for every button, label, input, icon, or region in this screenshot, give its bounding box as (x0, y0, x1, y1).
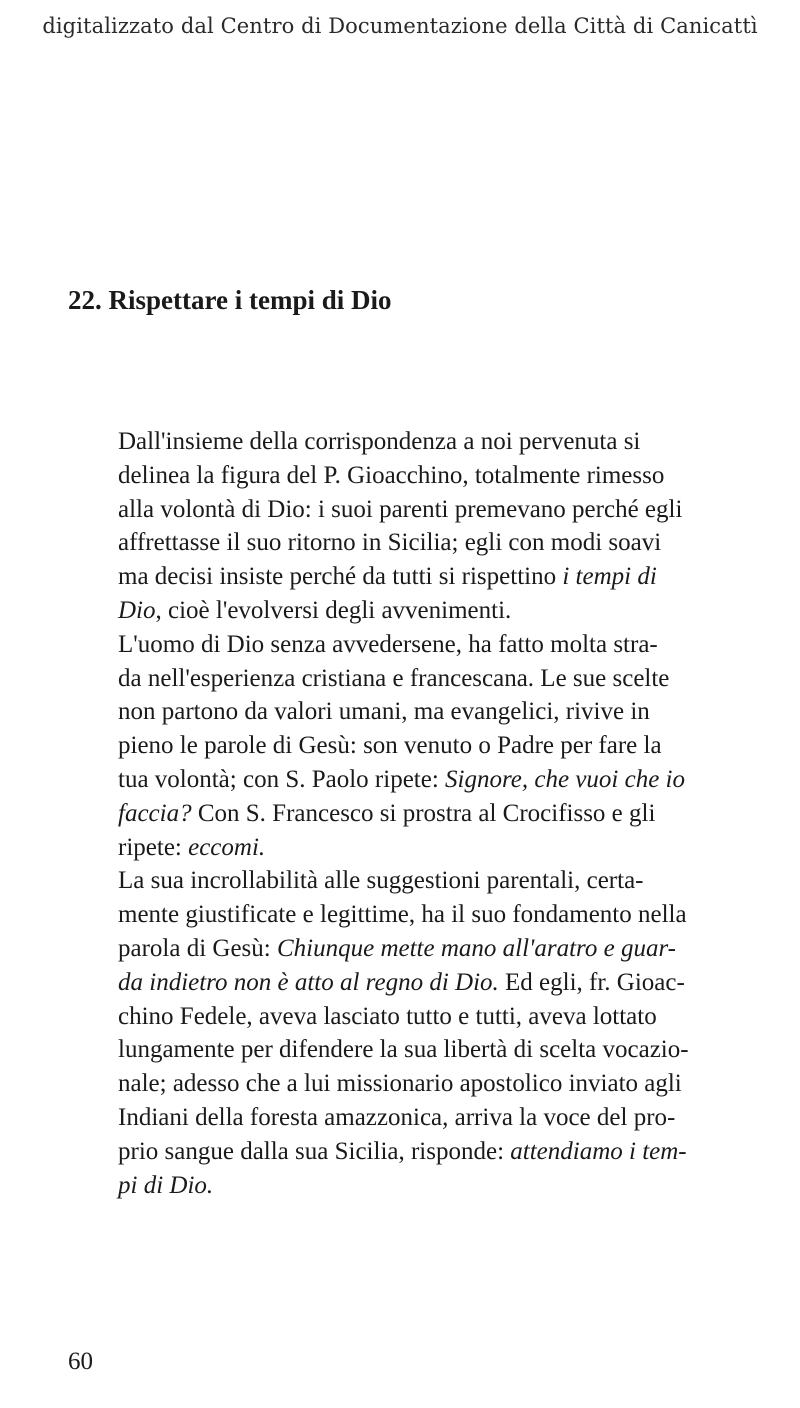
text-line: L'uomo di Dio senza avvedersene, ha fatto molta stra- (118, 630, 658, 658)
paragraph-3 (68, 864, 736, 1202)
italic-phrase: eccomi. (188, 833, 266, 861)
text-line (68, 797, 736, 831)
text-run: ma decisi insiste perché da tutti si rispettino (118, 563, 557, 591)
italic-phrase: faccia? (118, 799, 192, 827)
paragraph-1 (68, 425, 736, 628)
watermark-header: digitalizzato dal Centro di Documentazione della Città di Canicattì (42, 14, 758, 38)
text-run: Ed egli, fr. Gioac- (505, 968, 685, 996)
italic-phrase: Dio (118, 596, 156, 624)
text-line: delinea la figura del P. Gioacchino, totalmente rimesso (118, 461, 665, 489)
text-run: prio sangue dalla sua Sicilia, risponde: (118, 1137, 505, 1165)
chapter-title: 22. Rispettare i tempi di Dio (68, 285, 392, 315)
text-line: chino Fedele, aveva lasciato tutto e tutti, aveva lottato (118, 1002, 657, 1030)
text-line: alla volontà di Dio: i suoi parenti premevano perché egli (118, 495, 683, 523)
italic-phrase: Chiunque mette mano all'aratro e guar- (276, 934, 677, 962)
italic-phrase: i tempi di (562, 563, 657, 591)
text-line: La sua incrollabilità alle suggestioni parentali, certa- (118, 867, 644, 895)
text-line (68, 1169, 736, 1203)
italic-phrase: Signore, che vuoi che io (445, 765, 685, 793)
paragraph-2 (68, 628, 736, 865)
text-line (68, 763, 736, 797)
text-line: mente giustificate e legittime, ha il suo fondamento nella (118, 901, 687, 929)
text-line: da nell'esperienza cristiana e francescana. Le sue scelte (118, 664, 670, 692)
text-line (68, 932, 736, 966)
text-run: ripete: (118, 833, 182, 861)
text-run: Con S. Francesco si prostra al Crocifisso e gli (197, 799, 656, 827)
text-line: nale; adesso che a lui missionario apostolico inviato agli (118, 1070, 682, 1098)
text-line: non partono da valori umani, ma evangelici, rivive in (118, 698, 650, 726)
text-line (68, 594, 736, 628)
text-line: lungamente per difendere la sua libertà di scelta vocazio- (118, 1036, 689, 1064)
text-line: Dall'insieme della corrispondenza a noi pervenuta si (118, 428, 641, 455)
text-line: Indiani della foresta amazzonica, arriva la voce del pro- (118, 1103, 676, 1131)
text-line (68, 966, 736, 1000)
text-run: tua volontà; con S. Paolo ripete: (118, 765, 439, 793)
italic-phrase: attendiamo i tem- (510, 1137, 687, 1165)
text-line: affrettasse il suo ritorno in Sicilia; egli con modi soavi (118, 529, 662, 557)
text-run: parola di Gesù: (118, 934, 271, 962)
text-line (68, 831, 736, 865)
text-line (68, 1135, 736, 1169)
italic-phrase: da indietro non è atto al regno di Dio. (118, 968, 499, 996)
text-line (68, 560, 736, 594)
italic-phrase: pi di Dio. (118, 1171, 214, 1199)
body-text (68, 425, 736, 1202)
text-run: , cioè l'evolversi degli avvenimenti. (155, 596, 512, 624)
text-line: pieno le parole di Gesù: son venuto o Padre per fare la (118, 732, 662, 760)
page-number: 60 (68, 1348, 93, 1375)
